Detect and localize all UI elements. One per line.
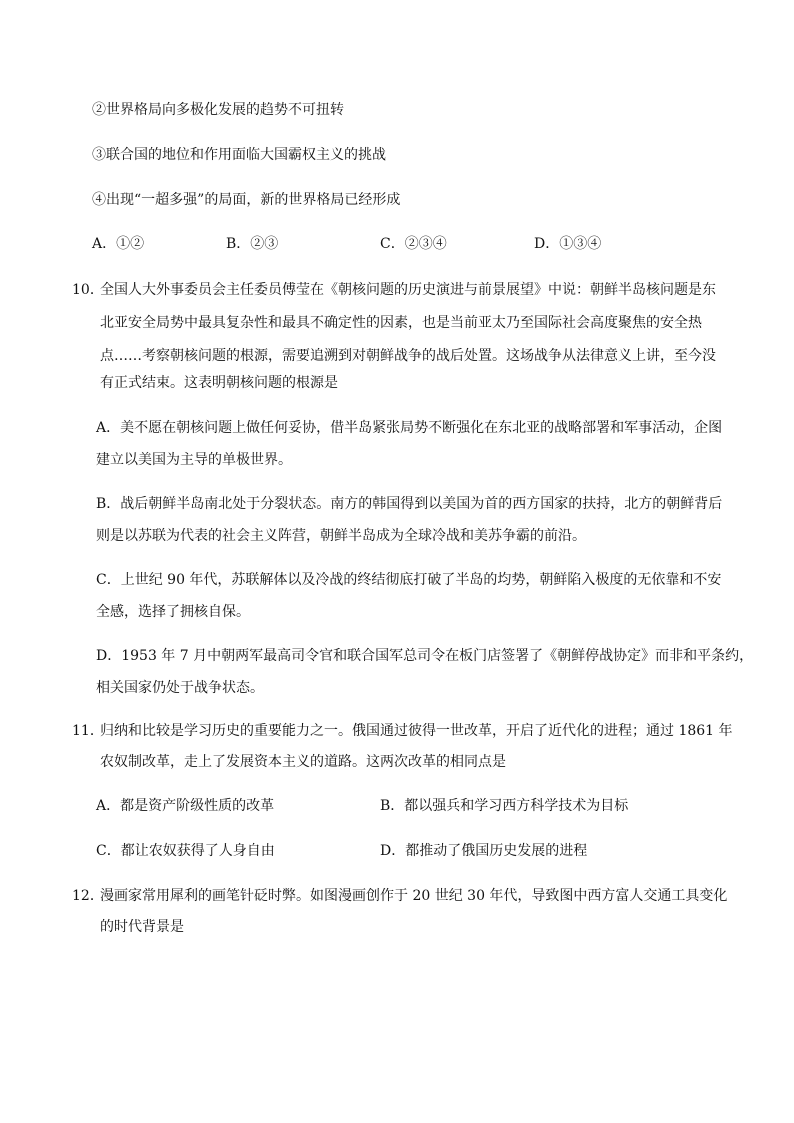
q11-option-a[interactable]: A．都是资产阶级性质的改革 [96, 798, 275, 814]
q12-stem-line: 的时代背景是 [100, 919, 184, 935]
statement-3: ③联合国的地位和作用面临大国霸权主义的挑战 [92, 147, 386, 163]
q9-options [0, 234, 794, 254]
q11-option-d[interactable]: D．都推动了俄国历史发展的进程 [380, 843, 588, 859]
q10-stem-line: 有正式结束。这表明朝核问题的根源是 [100, 375, 338, 391]
q12-number: 12． [72, 888, 104, 904]
q9-option-b[interactable]: B．②③ [226, 236, 279, 252]
q10-option-a-cont: 建立以美国为主导的单极世界。 [96, 452, 292, 468]
q11-options-row-1 [0, 796, 794, 816]
q10-option-a[interactable]: A．美不愿在朝核问题上做任何妥协，借半岛紧张局势不断强化在东北亚的战略部署和军事活动，企图 [96, 420, 723, 436]
q11-stem-line: 农奴制改革，走上了发展资本主义的道路。这两次改革的相同点是 [100, 754, 506, 770]
q9-option-a[interactable]: A．①② [92, 236, 145, 252]
q10-option-c-cont: 全感，选择了拥核自保。 [96, 604, 250, 620]
q9-option-c[interactable]: C．②③④ [380, 236, 447, 252]
q10-option-d-cont: 相关国家仍处于战争状态。 [96, 680, 264, 696]
q11-number: 11． [72, 723, 104, 739]
q10-option-c[interactable]: C．上世纪 90 年代，苏联解体以及冷战的终结彻底打破了半岛的均势，朝鲜陷入极度的无依靠和不安 [96, 572, 722, 588]
statement-4: ④出现“一超多强”的局面，新的世界格局已经形成 [92, 192, 401, 208]
q9-option-d[interactable]: D．①③④ [534, 236, 602, 252]
q11-option-b[interactable]: B．都以强兵和学习西方科学技术为目标 [380, 798, 629, 814]
q10-option-b[interactable]: B．战后朝鲜半岛南北处于分裂状态。南方的韩国得到以美国为首的西方国家的扶持，北方的朝鲜背后 [96, 496, 723, 512]
q12-stem-line: 漫画家常用犀利的画笔针砭时弊。如图漫画创作于 20 世纪 30 年代，导致图中西方富人交通工具变化 [100, 888, 728, 904]
q10-number: 10． [72, 282, 104, 298]
q10-stem-line: 点……考察朝核问题的根源，需要追溯到对朝鲜战争的战后处置。这场战争从法律意义上讲，至今没 [100, 348, 716, 364]
q10-option-b-cont: 则是以苏联为代表的社会主义阵营，朝鲜半岛成为全球冷战和美苏争霸的前沿。 [96, 528, 586, 544]
q10-stem-line: 全国人大外事委员会主任委员傅莹在《朝核问题的历史演进与前景展望》中说：朝鲜半岛核问题是东 [100, 282, 716, 298]
q11-stem-line: 归纳和比较是学习历史的重要能力之一。俄国通过彼得一世改革，开启了近代化的进程；通过 1861 年 [100, 723, 733, 739]
q11-option-c[interactable]: C．都让农奴获得了人身自由 [96, 843, 275, 859]
statement-2: ②世界格局向多极化发展的趋势不可扭转 [92, 102, 344, 118]
q10-stem-line: 北亚安全局势中最具复杂性和最具不确定性的因素，也是当前亚太乃至国际社会高度聚焦的安全热 [100, 315, 702, 331]
q11-options-row-2 [0, 841, 794, 861]
q10-option-d[interactable]: D．1953 年 7 月中朝两军最高司令官和联合国军总司令在板门店签署了《朝鲜停战协定》而非和平条约， [96, 648, 754, 664]
